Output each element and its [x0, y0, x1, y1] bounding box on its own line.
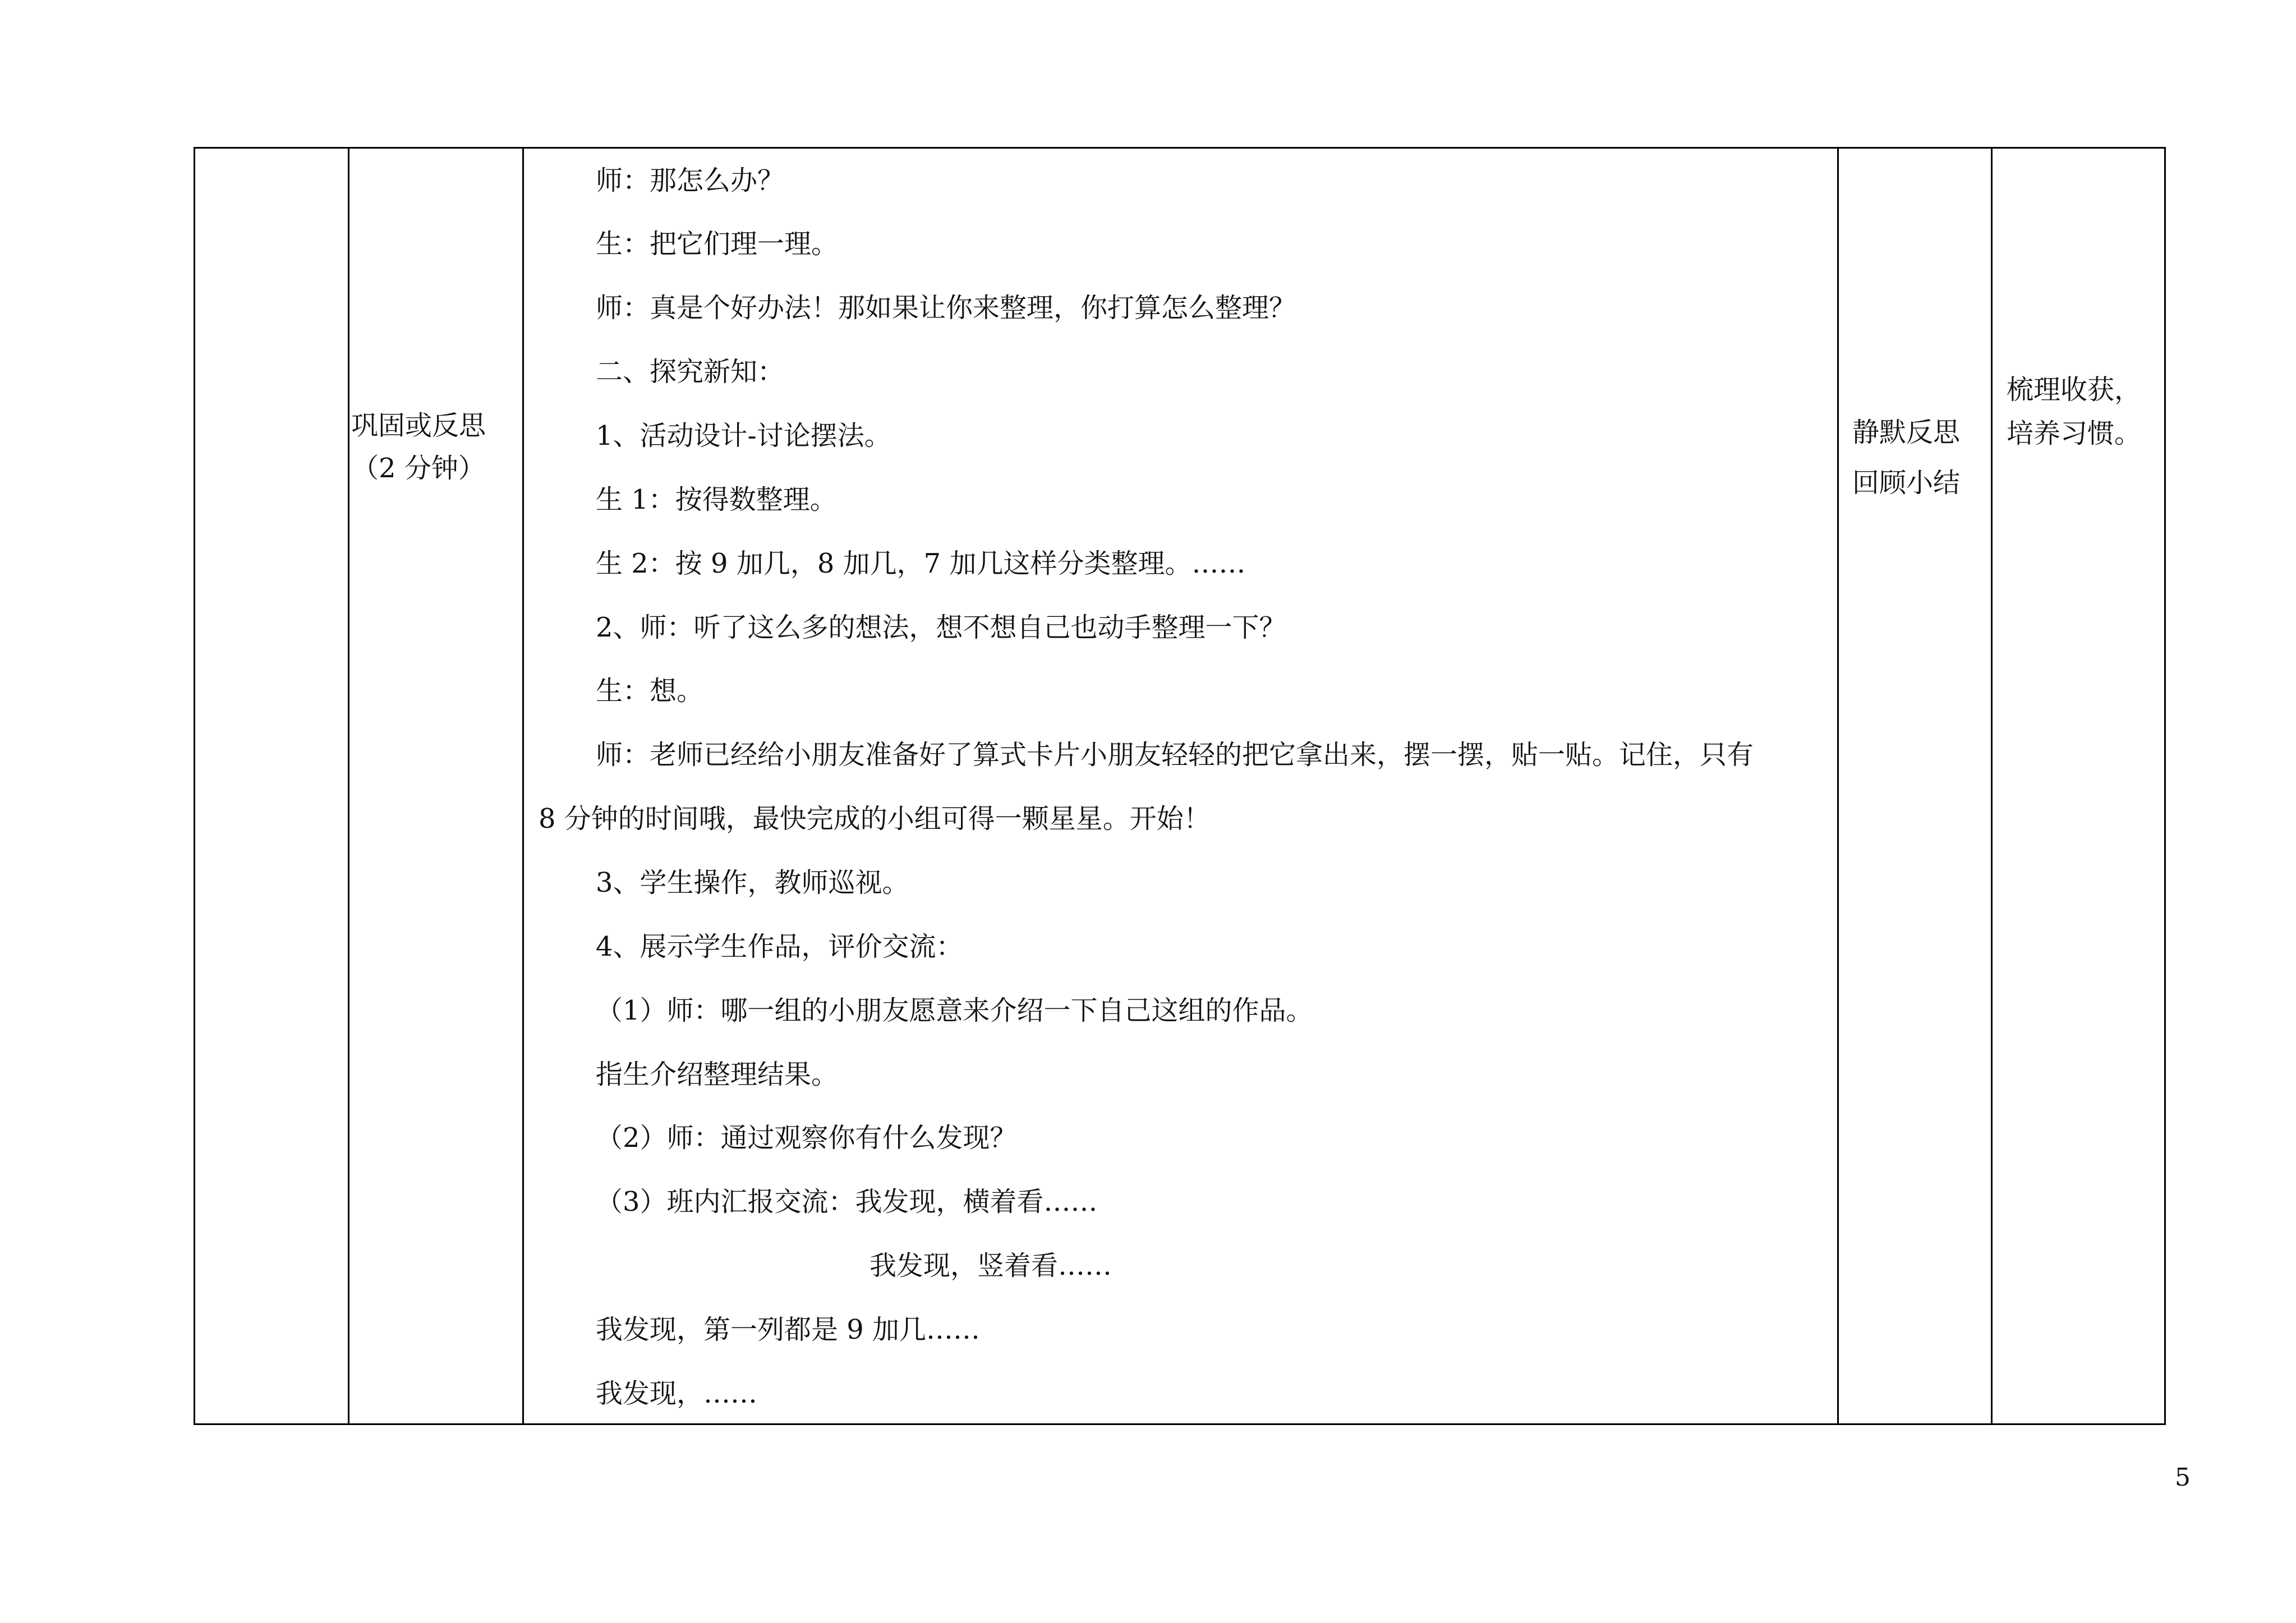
content-line: 1、活动设计-讨论摆法。: [596, 420, 891, 451]
stage-duration: （2 分钟）: [352, 453, 485, 484]
content-line: 师：那怎么办？: [596, 165, 785, 196]
student-activity-line: 静默反思: [1852, 417, 1961, 448]
table-border-right: [2164, 147, 2166, 1425]
design-intent-line: 梳理收获，: [2007, 374, 2142, 405]
stage-name: 巩固或反思: [351, 410, 486, 441]
content-line: （2）师：通过观察你有什么发现？: [596, 1122, 1017, 1154]
student-activity-cell: [1852, 407, 1960, 508]
content-line: 4、展示学生作品，评价交流：: [596, 931, 963, 962]
content-line: 二、探究新知：: [596, 356, 785, 388]
design-intent-line: 培养习惯。: [2007, 418, 2142, 449]
content-line: 生 2：按 9 加几，8 加几，7 加几这样分类整理。……: [596, 548, 1246, 579]
student-activity-line: 回顾小结: [1852, 467, 1961, 499]
content-line: 生 1：按得数整理。: [596, 484, 837, 515]
content-line: 我发现，……: [596, 1378, 758, 1409]
table-border-bottom: [194, 1423, 2166, 1425]
content-line: （3）班内汇报交流：我发现，横着看……: [596, 1186, 1098, 1218]
stage-cell: [351, 400, 486, 494]
content-line: 生：想。: [596, 675, 704, 707]
content-line: 师：真是个好办法！那如果让你来整理，你打算怎么整理？: [596, 292, 1296, 324]
content-line: （1）师：哪一组的小朋友愿意来介绍一下自己这组的作品。: [596, 995, 1313, 1026]
content-line: 2、师：听了这么多的想法，想不想自己也动手整理一下？: [596, 612, 1286, 643]
page-number: 5: [2175, 1463, 2191, 1492]
table-divider-3: [1837, 147, 1839, 1425]
content-line: 3、学生操作，教师巡视。: [596, 867, 909, 898]
table-divider-1: [348, 147, 349, 1425]
content-line: 指生介绍整理结果。: [596, 1059, 839, 1090]
table-border-left: [194, 147, 195, 1425]
content-line: 师：老师已经给小朋友准备好了算式卡片小朋友轻轻的把它拿出来，摆一摆，贴一贴。记住，只有: [596, 739, 1754, 771]
content-line: 我发现，竖着看……: [869, 1250, 1112, 1281]
content-line: 我发现，第一列都是 9 加几……: [596, 1314, 981, 1345]
content-line: 生：把它们理一理。: [596, 228, 839, 260]
table-divider-4: [1991, 147, 1993, 1425]
table-border-top: [194, 147, 2166, 149]
content-line: 8 分钟的时间哦，最快完成的小组可得一颗星星。开始！: [539, 803, 1211, 834]
design-intent-cell: [2007, 368, 2141, 455]
table-divider-2: [522, 147, 524, 1425]
